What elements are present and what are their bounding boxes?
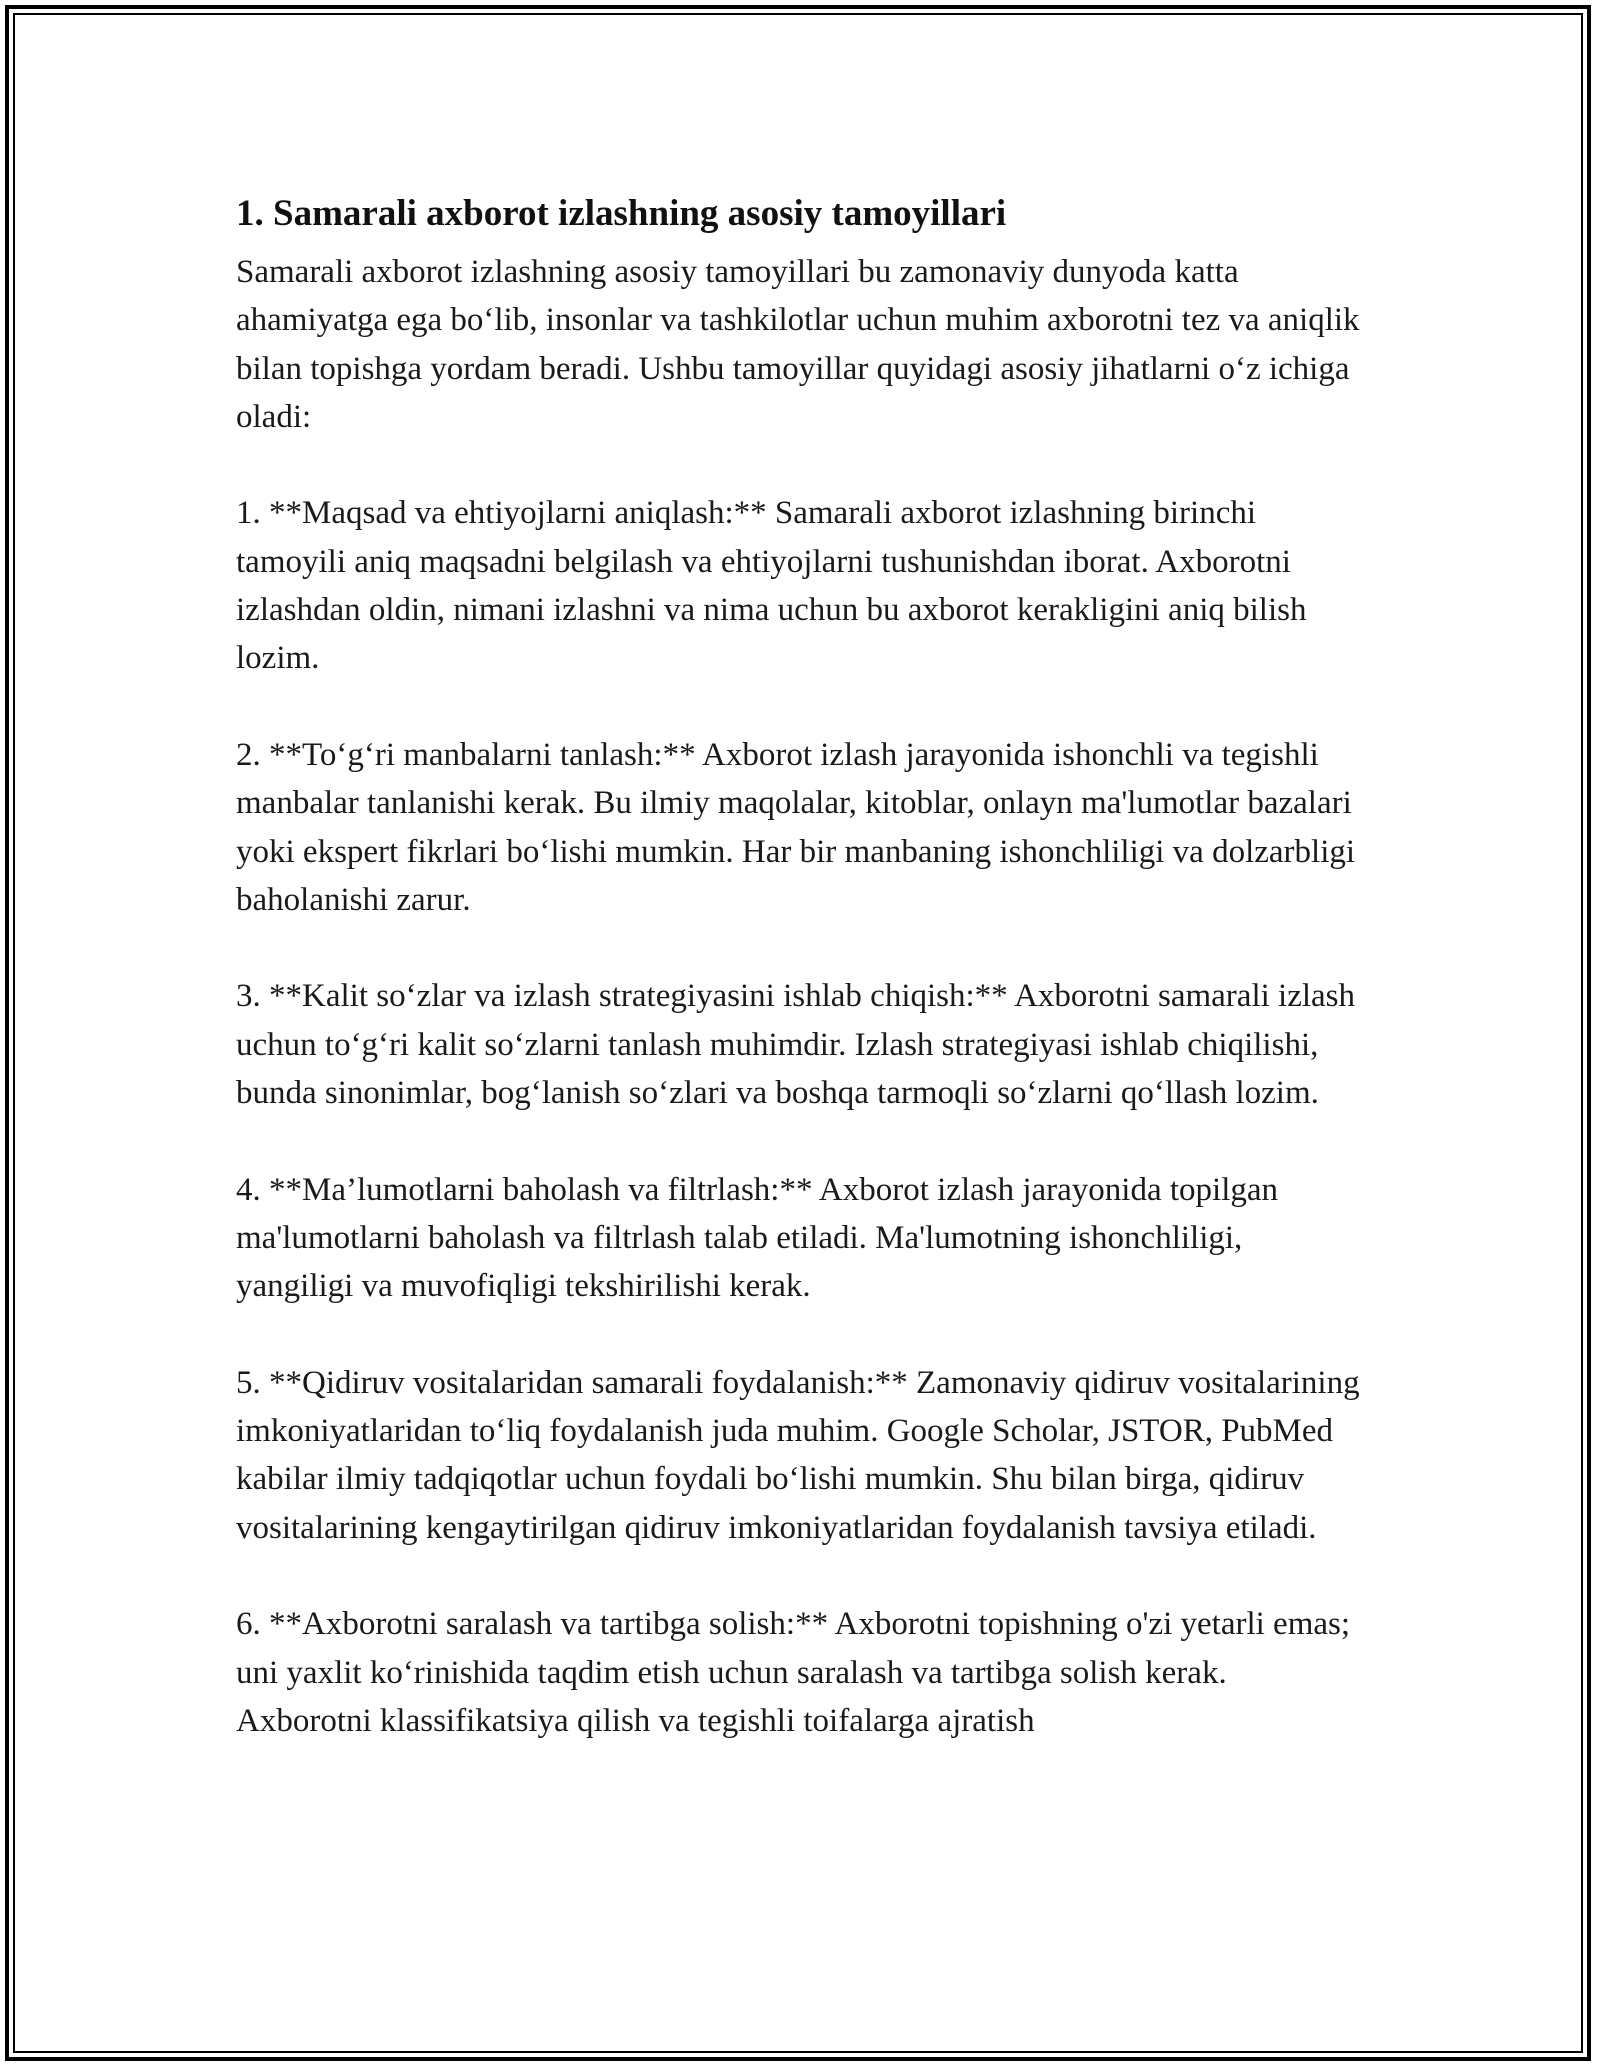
list-item: 6. **Axborotni saralash va tartibga solish:** Axborotni topishning o'zi yetarli emas; uni yaxlit ko‘rinishida taqdim etish uchun saralash va tartibga solish kerak. Axborotni klassifikatsiya qilish va tegishli toifalarga ajratish [236, 1606, 1351, 1739]
list-item: 3. **Kalit so‘zlar va izlash strategiyasini ishlab chiqish:** Axborotni samarali izlash uchun to‘g‘ri kalit so‘zlarni tanlash muhimdir. Izlash strategiyasi ishlab chiqilishi, bunda sinonimlar, bog‘lanish so‘zlari va boshqa tarmoqli so‘zlarni qo‘llash lozim. [236, 978, 1356, 1112]
document-body [236, 186, 1366, 1745]
list-item: 4. **Ma’lumotlarni baholash va filtrlash:** Axborot izlash jarayonida topilgan ma'lumotlarni baholash va filtrlash talab etiladi. Ma'lumotning ishonchliligi, yangiligi va muvofiqligi tekshirilishi kerak. [236, 1171, 1279, 1305]
section-heading: 1. Samarali axborot izlashning asosiy tamoyillari [236, 193, 1007, 234]
intro-paragraph: Samarali axborot izlashning asosiy tamoyillari bu zamonaviy dunyoda katta ahamiyatga ega bo‘lib, insonlar va tashkilotlar uchun muhim axborotni tez va aniqlik bilan topishga yordam beradi. Ushbu tamoyillar quyidagi asosiy jihatlarni o‘z ichiga oladi: [236, 254, 1360, 435]
list-item: 1. **Maqsad va ehtiyojlarni aniqlash:** Samarali axborot izlashning birinchi tamoyili aniq maqsadni belgilash va ehtiyojlarni tushunishdan iborat. Axborotni izlashdan oldin, nimani izlashni va nima uchun bu axborot kerakligini aniq bilish lozim. [236, 495, 1307, 677]
list-item: 2. **To‘g‘ri manbalarni tanlash:** Axborot izlash jarayonida ishonchli va tegishli manbalar tanlanishi kerak. Bu ilmiy maqolalar, kitoblar, onlayn ma'lumotlar bazalari yoki ekspert fikrlari bo‘lishi mumkin. Har bir manbaning ishonchliligi va dolzarbligi baholanishi zarur. [236, 736, 1356, 918]
list-item: 5. **Qidiruv vositalaridan samarali foydalanish:** Zamonaviy qidiruv vositalarining imkoniyatlaridan to‘liq foydalanish juda muhim. Google Scholar, JSTOR, PubMed kabilar ilmiy tadqiqotlar uchun foydali bo‘lishi mumkin. Shu bilan birga, qidiruv vositalarining kengaytirilgan qidiruv imkoniyatlaridan foydalanish tavsiya etiladi. [236, 1364, 1360, 1546]
